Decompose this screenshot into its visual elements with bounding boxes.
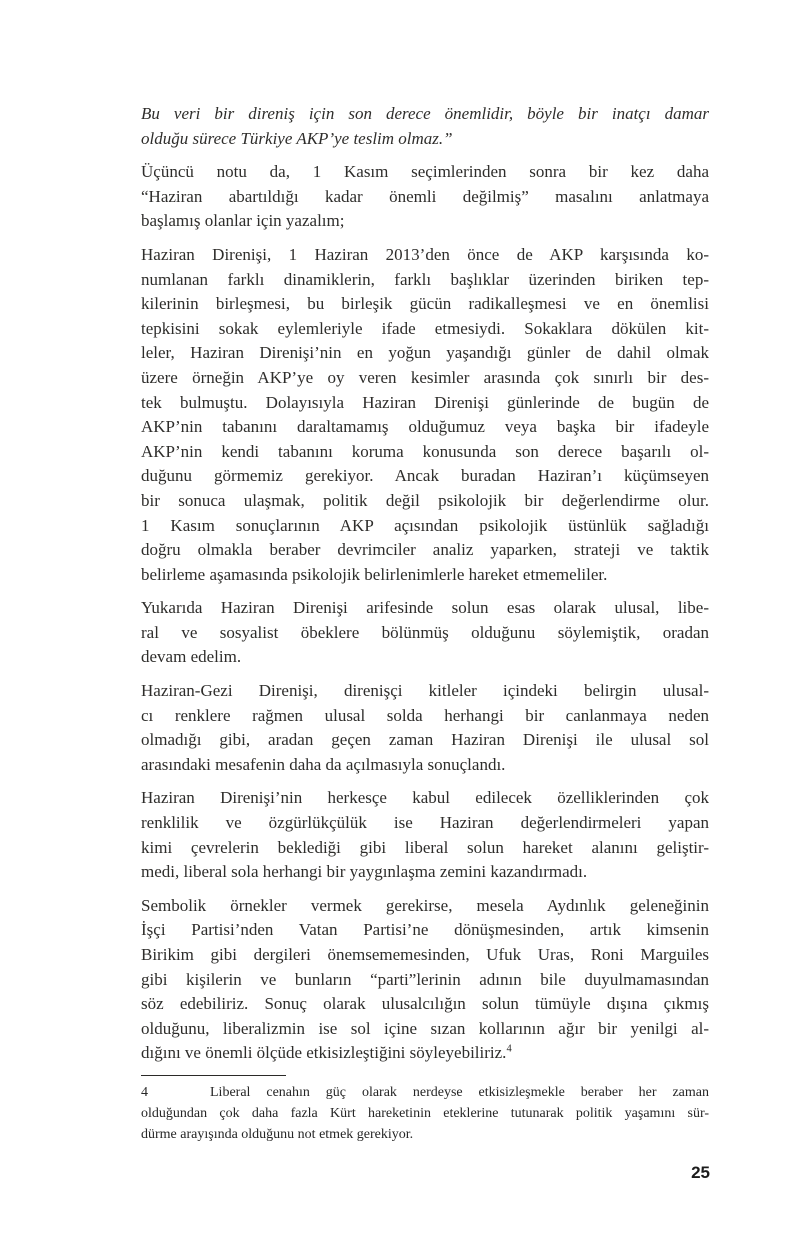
text-line: başlamış olanlar için yazalım; xyxy=(141,211,345,231)
text-line: doğru olmakla beraber devrimciler analiz yaparken, strateji ve taktik xyxy=(141,540,709,560)
text-line: 1 Kasım sonuçlarının AKP açısından psikolojik üstünlük sağladığı xyxy=(141,515,709,535)
text-line: kimi çevrelerin beklediği gibi liberal solun hareket alanını geliştir- xyxy=(141,837,709,857)
text-line: numlanan farklı dinamiklerin, farklı başlıklar üzerinden biriken tep- xyxy=(141,269,709,289)
body-paragraph xyxy=(141,160,709,234)
text-line: Üçüncü notu da, 1 Kasım seçimlerinden sonra bir kez daha xyxy=(141,162,709,182)
text-line: duğunu görmemiz gerekiyor. Ancak buradan Haziran’ı küçümseyen xyxy=(141,466,709,486)
text-line: ral ve sosyalist öbeklere bölünmüş olduğunu söylemiştik, oradan xyxy=(141,622,709,642)
text-line: leler, Haziran Direnişi’nin en yoğun yaşandığı günler de dahil olmak xyxy=(141,343,709,363)
text-line: Haziran Direnişi, 1 Haziran 2013’den önce de AKP karşısında ko- xyxy=(141,244,709,264)
text-line: bir sonuca ulaşmak, politik değil psikolojik bir değerlendirme olur. xyxy=(141,490,709,510)
text-line: renklilik ve özgürlükçülük ise Haziran değerlendirmeleri yapan xyxy=(141,813,709,833)
text-line: arasındaki mesafenin daha da açılmasıyla sonuçlandı. xyxy=(141,754,506,774)
footnote-ref: 4 xyxy=(506,1043,512,1055)
text-line: medi, liberal sola herhangi bir yaygınlaşma zemini kazandırmadı. xyxy=(141,862,588,882)
text-line: “Haziran abartıldığı kadar önemli değilmiş” masalını anlatmaya xyxy=(141,186,709,206)
text-line: devam edelim. xyxy=(141,647,242,667)
text-line: AKP’nin tabanını daraltamamış olduğumuz veya başka bir ifadeyle xyxy=(141,417,709,437)
text-line: dığını ve önemli ölçüde etkisizleştiğini söyleyebiliriz.$^4$ xyxy=(141,1043,512,1063)
body-paragraph xyxy=(141,596,709,670)
text-line: Sembolik örnekler vermek gerekirse, mesela Aydınlık geleneğinin xyxy=(141,895,709,915)
text-line: olduğu sürece Türkiye AKP’ye teslim olmaz.” xyxy=(141,128,453,148)
paragraphs-container xyxy=(141,102,709,1066)
footnote-line: dürme arayışında olduğunu not etmek gerekiyor. xyxy=(141,1126,414,1142)
text-line: Bu veri bir direniş için son derece önemlidir, böyle bir inatçı damar xyxy=(141,104,709,123)
text-line: belirleme aşamasında psikolojik belirlenimlerle hareket etmemeliler. xyxy=(141,564,608,584)
page-text-block xyxy=(141,102,709,1145)
body-paragraph xyxy=(141,894,709,1066)
text-line: Birikim gibi dergileri önemsememesinden, Ufuk Uras, Roni Marguiles xyxy=(141,945,709,964)
footnote-line: 4 Liberal cenahın güç olarak nerdeyse etkisizleşmekle beraber her zaman xyxy=(141,1083,709,1104)
text-line: Haziran Direnişi’nin herkesçe kabul edilecek özelliklerinden çok xyxy=(141,788,709,808)
page-number: 25 xyxy=(691,1163,710,1182)
text-line: kilerinin birleşmesi, bu birleşik gücün radikalleşmesi ve en önemlisi xyxy=(141,294,709,314)
text-line: söz edebiliriz. Sonuç olarak ulusalcılığın solun tümüyle dışına çıkmış xyxy=(141,994,709,1014)
text-line: tepkisini sokak eylemleriyle ifade etmesiydi. Sokaklara dökülen kit- xyxy=(141,318,709,338)
text-line: olduğunu, liberalizmin ise sol içine sızan kollarının ağır bir yenilgi al- xyxy=(141,1018,709,1038)
text-line: cı renklere rağmen ulusal solda herhangi bir canlanmaya neden xyxy=(141,705,709,725)
body-paragraph xyxy=(141,243,709,587)
text-line: olmadığı gibi, aradan geçen zaman Haziran Direnişi ile ulusal sol xyxy=(141,730,709,750)
text-line: İşçi Partisi’nden Vatan Partisi’ne dönüşmesinden, artık kimsenin xyxy=(141,920,709,940)
footnote xyxy=(141,1083,709,1145)
text-line: Haziran-Gezi Direnişi, direnişçi kitleler içindeki belirgin ulusal- xyxy=(141,681,709,701)
body-paragraph xyxy=(141,786,709,884)
text-line: AKP’nin kendi tabanını koruma konusunda son derece başarılı ol- xyxy=(141,441,709,461)
body-paragraph xyxy=(141,679,709,777)
footnote-line: olduğundan çok daha fazla Kürt hareketinin eteklerine tutunarak politik yaşamını sür- xyxy=(141,1105,709,1121)
footnote-marker: 4 xyxy=(141,1084,148,1100)
footnote-separator xyxy=(141,1075,286,1076)
text-line: Yukarıda Haziran Direnişi arifesinde solun esas olarak ulusal, libe- xyxy=(141,598,709,618)
text-line: üzere örneğin AKP’ye oy veren kesimler arasında çok sınırlı bir des- xyxy=(141,367,709,387)
text-line: gibi kişilerin ve bunların “parti”lerinin adının bile duyulmamasından xyxy=(141,969,709,989)
quote-paragraph xyxy=(141,102,709,151)
text-line: tek bulmuştu. Dolayısıyla Haziran Direnişi günlerinde de bugün de xyxy=(141,392,709,412)
